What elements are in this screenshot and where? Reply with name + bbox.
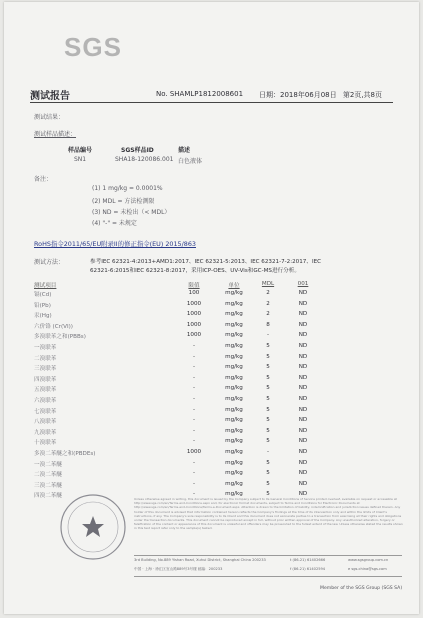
cell-mdl: 5 [266,374,270,381]
cell-result: ND [298,395,308,402]
note-3: (3) ND = 未检出（< MDL） [92,209,171,216]
cell-test-item: 六溴联苯 [34,397,57,404]
sgs-id-value: SHA18-120086.001 [115,156,174,163]
cell-mdl: 5 [266,342,270,349]
cell-test-item: 九溴联苯 [34,429,57,436]
cell-limit: - [192,427,196,434]
cell-limit: - [192,406,196,413]
cell-limit: - [192,395,196,402]
cell-result: ND [298,470,308,477]
cell-limit: 1000 [186,321,202,328]
cell-result: ND [298,364,308,371]
seal-icon [58,492,128,562]
cell-mdl: 8 [266,321,270,328]
cell-test-item: 四溴联苯 [34,376,57,383]
table-row [34,427,394,438]
note-4: (4) "-" = 未规定 [92,220,137,227]
cell-limit: - [192,342,196,349]
cell-unit: mg/kg [225,417,243,424]
cell-test-item: 二溴二苯醚 [34,472,62,479]
notes-label: 备注： [34,176,53,183]
rohs-heading: RoHS指令2011/65/EU附录II的修正指令(EU) 2015/863 [34,240,196,248]
cell-result: ND [298,417,308,424]
cell-unit: mg/kg [225,311,243,318]
cell-result: ND [298,438,308,445]
cell-unit: mg/kg [225,491,243,498]
table-row [34,480,394,491]
cell-result: ND [298,300,308,307]
note-2: (2) MDL = 方法检测限 [92,198,155,205]
cell-limit: - [192,364,196,371]
cell-unit: mg/kg [225,342,243,349]
cell-unit: mg/kg [225,374,243,381]
col-unit: 单位 [228,283,240,289]
col-test-item: 测试项目 [34,283,57,289]
table-row [34,363,394,374]
cell-result: ND [298,353,308,360]
cell-mdl: 5 [266,353,270,360]
cell-test-item: 三溴联苯 [34,366,57,373]
cell-limit: - [192,353,196,360]
footer-divider-2 [134,576,402,577]
cell-mdl: 5 [266,470,270,477]
table-row [34,448,394,459]
cell-limit: - [192,459,196,466]
cell-mdl: 5 [266,395,270,402]
method-line-1: 参考IEC 62321-4:2013+AMD1:2017、IEC 62321-5:2013、IEC 62321-7-2:2017、IEC [90,259,322,265]
cell-mdl: 5 [266,491,270,498]
cell-result: ND [298,491,308,498]
method-line-2: 62321-6:2015和IEC 62321-8:2017，采用ICP-OES、UV-Vis和GC-MS进行分析。 [90,268,300,274]
col-mdl: MDL [261,281,275,287]
table-row [34,469,394,480]
cell-mdl: - [266,332,270,339]
table-row [34,300,394,311]
table-row [34,437,394,448]
cell-result: ND [298,480,308,487]
cell-limit: - [192,385,196,392]
cell-limit: - [192,470,196,477]
cell-test-item: 八溴联苯 [34,419,57,426]
results-body [34,289,394,501]
cell-limit: - [192,417,196,424]
sample-no-value: SN1 [74,156,87,163]
cell-unit: mg/kg [225,321,243,328]
email: e sgs.china@sgs.com [348,567,387,571]
cell-limit: 1000 [186,300,202,307]
cell-unit: mg/kg [225,395,243,402]
table-row [34,395,394,406]
results-table [34,280,394,501]
table-row [34,374,394,385]
address-cn: 中国 · 上海 · 徐汇区宜山路889号3号楼 邮编：200233 [134,567,223,571]
cell-mdl: - [266,448,270,455]
tel: t (86-21) 61402666 [290,558,326,562]
cell-test-item: 六价铬 (Cr(VI)) [34,323,73,330]
result-label: 测试结果： [34,114,65,121]
cell-test-item: 一溴联苯 [34,344,57,351]
cell-limit: - [192,480,196,487]
cell-unit: mg/kg [225,332,243,339]
report-number: No. SHAMLP1812008601 [156,90,244,98]
cell-mdl: 2 [266,290,270,296]
sgs-id-header: SGS样品ID [121,147,154,154]
cell-result: ND [298,406,308,413]
cell-unit: mg/kg [225,290,243,296]
page-number: 第2页,共8页 [342,91,383,99]
col-result-001: 001 [297,281,309,287]
cell-mdl: 5 [266,406,270,413]
cell-mdl: 5 [266,480,270,487]
cell-limit: 100 [188,290,200,296]
cell-mdl: 5 [266,417,270,424]
cell-result: ND [298,332,308,339]
cell-unit: mg/kg [225,353,243,360]
cell-limit: 1000 [186,448,202,455]
cell-test-item: 铅(Pb) [34,302,51,309]
cell-unit: mg/kg [225,448,243,455]
cell-result: ND [298,321,308,328]
cell-unit: mg/kg [225,300,243,307]
table-row [34,310,394,321]
table-row [34,331,394,342]
cell-limit: - [192,374,196,381]
cell-test-item: 二溴联苯 [34,355,57,362]
sgs-logo: SGS [64,32,122,62]
desc-value: 白色液体 [178,158,203,165]
results-header-row [34,280,394,289]
cell-limit: - [192,491,196,498]
cell-test-item: 多溴二苯醚之和(PBDEs) [34,450,96,457]
cell-mdl: 5 [266,427,270,434]
cell-result: ND [298,448,308,455]
sample-desc-label: 测试样品描述： [34,131,77,138]
cell-test-item: 一溴二苯醚 [34,461,62,468]
cell-result: ND [298,290,308,296]
note-1: (1) 1 mg/kg = 0.0001% [92,185,163,192]
cell-mdl: 5 [266,459,270,466]
cell-test-item: 汞(Hg) [34,313,52,320]
header-divider [30,102,393,103]
cell-limit: - [192,438,196,445]
method-label: 测试方法： [34,259,65,266]
cell-result: ND [298,427,308,434]
cell-unit: mg/kg [225,480,243,487]
cell-test-item: 四溴二苯醚 [34,493,62,500]
cell-mdl: 2 [266,300,270,307]
table-row [34,416,394,427]
web: www.sgsgroup.com.cn [348,558,389,562]
cell-result: ND [298,374,308,381]
report-date-text: 日期：2018年06月08日 [259,91,337,99]
legal-fine-print: Unless otherwise agreed in writing, this document is issued by the Company subject to its General Conditions of Service printed overleaf, available on request or accessible at http://www.sgs.com/en/Terms-and-Conditions.aspx and, for electronic format documents, subject to Terms and Conditions for Electronic Documents at http://www.sgs.com/en/Terms-and-Conditions/Terms-e-Document.aspx. Attention is drawn to the limitation of liability, indemnification and jurisdiction issues defined therein. Any holder of this document is advised that information contained hereon reflects the Company's findings at the time of its intervention only and within the limits of Client's instructions, if any. The Company's sole responsibility is to its Client and this document does not exonerate parties to a transaction from exercising all their rights and obligations under the transaction documents. This document cannot be reproduced except in full, without prior written approval of the Company. Any unauthorized alteration, forgery or falsification of the content or appearance of this document is unlawful and offenders may be prosecuted to the fullest extent of the law. Unless otherwise stated the results shown in this test report refer only to the sample(s) tested. [134,497,403,531]
cell-unit: mg/kg [225,364,243,371]
cell-test-item: 多溴联苯之和(PBBs) [34,334,86,341]
col-limit: 限值 [188,283,200,289]
cell-unit: mg/kg [225,427,243,434]
cell-result: ND [298,385,308,392]
cell-unit: mg/kg [225,459,243,466]
cell-result: ND [298,311,308,318]
footer-divider-1 [134,555,402,556]
table-row [34,384,394,395]
page-title: 测试报告 [30,91,70,102]
report-page [4,2,419,614]
sgs-seal-stamp [58,492,128,566]
cell-test-item: 镉(Cd) [34,292,52,298]
desc-header: 描述 [178,147,191,154]
cell-test-item: 五溴联苯 [34,387,57,394]
cell-result: ND [298,342,308,349]
cell-test-item: 三溴二苯醚 [34,482,62,489]
table-row [34,459,394,470]
cell-result: ND [298,459,308,466]
table-row [34,342,394,353]
cell-limit: 1000 [186,311,202,318]
table-row [34,353,394,364]
cell-mdl: 2 [266,311,270,318]
table-row [34,321,394,332]
cell-unit: mg/kg [225,385,243,392]
table-row [34,406,394,417]
cell-unit: mg/kg [225,438,243,445]
cell-mdl: 5 [266,364,270,371]
table-row [34,289,394,300]
cell-mdl: 5 [266,438,270,445]
cell-limit: 1000 [186,332,202,339]
cell-unit: mg/kg [225,406,243,413]
cell-unit: mg/kg [225,470,243,477]
cell-mdl: 5 [266,385,270,392]
cell-test-item: 七溴联苯 [34,408,57,415]
fax: f (86-21) 61402594 [290,567,326,571]
report-date [259,90,382,100]
address-en: 3rd Building, No.889 Yishan Road, Xuhui District, Shanghai China 200233 [134,558,266,562]
sgs-membership: Member of the SGS Group (SGS SA) [320,586,403,591]
sample-no-header: 样品编号 [68,147,93,154]
cell-test-item: 十溴联苯 [34,440,57,447]
